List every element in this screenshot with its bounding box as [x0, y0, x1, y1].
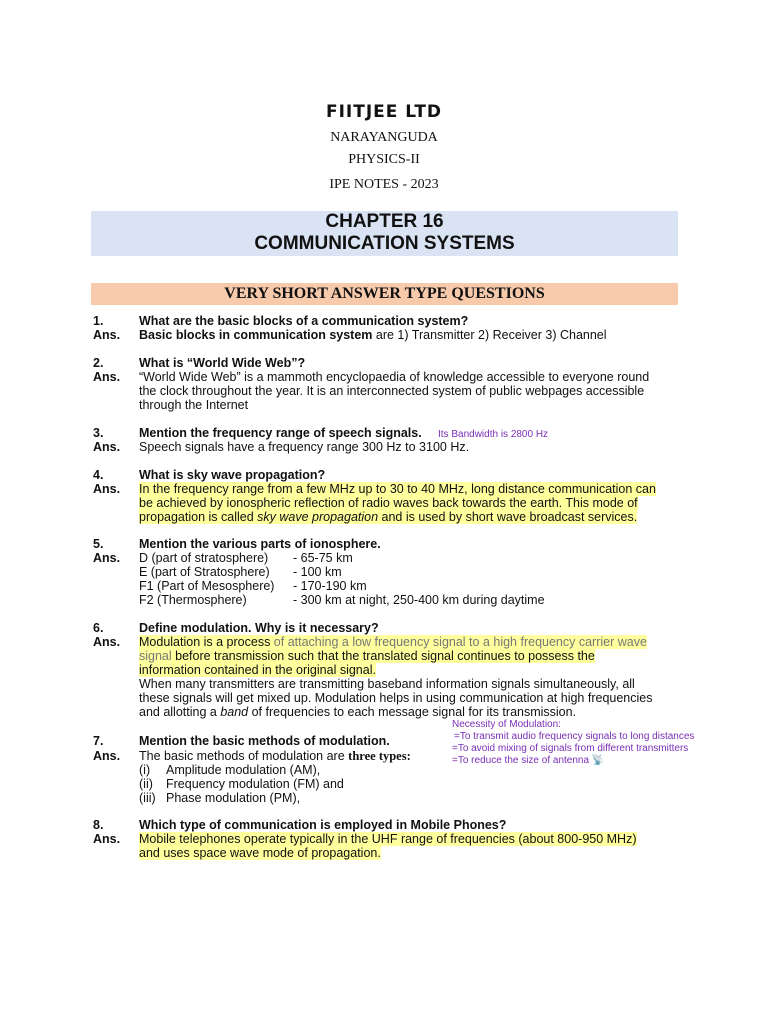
necessity-note-point: =To avoid mixing of signals from different transmitters	[452, 743, 689, 754]
text-part: and allotting a	[139, 705, 221, 719]
question-text: Mention the frequency range of speech signals.	[139, 426, 422, 440]
emphasis: band	[220, 705, 249, 719]
subject-name: PHYSICS-II	[348, 152, 420, 167]
answer-rest: are 1) Transmitter 2) Receiver 3) Channel	[372, 328, 607, 342]
highlight	[139, 510, 637, 524]
necessity-note-title: Necessity of Modulation:	[452, 719, 561, 730]
necessity-note-point: =To transmit audio frequency signals to long distances	[454, 731, 695, 742]
question-text: Mention the various parts of ionosphere.	[139, 537, 381, 551]
notes-title: IPE NOTES - 2023	[329, 177, 439, 192]
answer-line	[139, 649, 595, 663]
highlight: be achieved by ionospheric reflection of radio waves back towards the earth. This mode of	[139, 496, 638, 510]
question-number: 8.	[93, 818, 104, 832]
question-text: Which type of communication is employed in Mobile Phones?	[139, 818, 507, 832]
answer-line	[139, 663, 376, 677]
layer-height: - 65-75 km	[293, 551, 353, 565]
highlight	[139, 649, 595, 663]
answer-line	[139, 635, 647, 649]
question-number: 1.	[93, 314, 104, 328]
answer-text	[139, 328, 607, 342]
chapter-title: COMMUNICATION SYSTEMS	[254, 233, 515, 254]
answer-line: through the Internet	[139, 398, 249, 412]
answer-line: these signals will get mixed up. Modulation helps in using communication at high frequencies	[139, 691, 653, 705]
method-name: Phase modulation (PM),	[166, 791, 301, 805]
brand-title: FIITJEE LTD	[325, 102, 443, 122]
handwritten-note: Its Bandwidth is 2800 Hz	[438, 429, 549, 440]
layer-name: D (part of stratosphere)	[139, 551, 269, 565]
text-part: signal	[139, 649, 172, 663]
chapter-number: CHAPTER 16	[325, 211, 444, 232]
layer-name: F1 (Part of Mesosphere)	[139, 579, 275, 593]
layer-height: - 170-190 km	[293, 579, 367, 593]
highlight	[139, 635, 647, 649]
question-number: 5.	[93, 537, 104, 551]
text-part: before transmission such that the translated signal continues to possess the	[171, 649, 595, 663]
emphasis: sky wave propagation	[257, 510, 379, 524]
answer-label: Ans.	[93, 440, 121, 454]
text-part: and is used by short wave broadcast services.	[378, 510, 638, 524]
answer-label: Ans.	[93, 328, 121, 342]
answer-text: Speech signals have a frequency range 300 Hz to 3100 Hz.	[139, 440, 470, 454]
method-roman: (ii)	[139, 777, 153, 791]
method-roman: (i)	[139, 763, 151, 777]
answer-line: the clock throughout the year. It is an interconnected system of public webpages accessible	[139, 384, 645, 398]
text-bold: three types:	[348, 749, 411, 763]
text-part: of frequencies to each message signal for its transmission.	[248, 705, 577, 719]
answer-line	[139, 482, 656, 496]
method-name: Frequency modulation (FM) and	[166, 777, 344, 791]
answer-line: When many transmitters are transmitting baseband information signals simultaneously, all	[139, 677, 635, 691]
question-number: 2.	[93, 356, 104, 370]
method-name: Amplitude modulation (AM),	[166, 763, 321, 777]
answer-label: Ans.	[93, 832, 121, 846]
question-number: 6.	[93, 621, 104, 635]
note-text: =To reduce the size of antenna	[452, 755, 590, 766]
answer-label: Ans.	[93, 635, 121, 649]
answer-label: Ans.	[93, 551, 121, 565]
answer-label: Ans.	[93, 370, 121, 384]
highlight: In the frequency range from a few MHz up to 30 to 40 MHz, long distance communication can	[139, 482, 656, 496]
question-number: 7.	[93, 734, 104, 748]
layer-height: - 300 km at night, 250-400 km during daytime	[293, 593, 545, 607]
method-roman: (iii)	[139, 791, 156, 805]
question-number: 3.	[93, 426, 104, 440]
chapter-banner	[91, 211, 678, 256]
branch-name: NARAYANGUDA	[330, 130, 438, 145]
answer-line	[139, 496, 638, 510]
answer-line	[139, 832, 637, 846]
answer-bold: Basic blocks in communication system	[139, 328, 373, 342]
question-text: What is sky wave propagation?	[139, 468, 326, 482]
necessity-note-point	[452, 755, 604, 766]
layer-name: E (part of Stratosphere)	[139, 565, 270, 579]
layer-height: - 100 km	[293, 565, 342, 579]
highlight: and uses space wave mode of propagation.	[139, 846, 381, 860]
answer-line	[139, 510, 637, 524]
text-part: The basic methods of modulation are	[139, 749, 349, 763]
answer-label: Ans.	[93, 482, 121, 496]
question-text: What are the basic blocks of a communication system?	[139, 314, 469, 328]
answer-line	[139, 749, 411, 763]
answer-line: “World Wide Web” is a mammoth encyclopaedia of knowledge accessible to everyone round	[139, 370, 650, 384]
text-part: Modulation is a process	[139, 635, 271, 649]
layer-name: F2 (Thermosphere)	[139, 593, 247, 607]
answer-line	[139, 705, 576, 719]
highlight: Mobile telephones operate typically in the UHF range of frequencies (about 800-950 MHz)	[139, 832, 637, 846]
answer-line	[139, 846, 381, 860]
satellite-antenna-icon: 📡	[591, 755, 605, 766]
section-title: VERY SHORT ANSWER TYPE QUESTIONS	[91, 283, 678, 305]
question-text: What is “World Wide Web”?	[139, 356, 306, 370]
question-text: Mention the basic methods of modulation.	[139, 734, 390, 748]
question-text: Define modulation. Why is it necessary?	[139, 621, 379, 635]
answer-label: Ans.	[93, 749, 121, 763]
text-part: propagation is called	[139, 510, 258, 524]
text-part: of attaching a low frequency signal to a high frequency carrier wave	[270, 635, 647, 649]
highlight: information contained in the original signal.	[139, 663, 376, 677]
question-number: 4.	[93, 468, 104, 482]
